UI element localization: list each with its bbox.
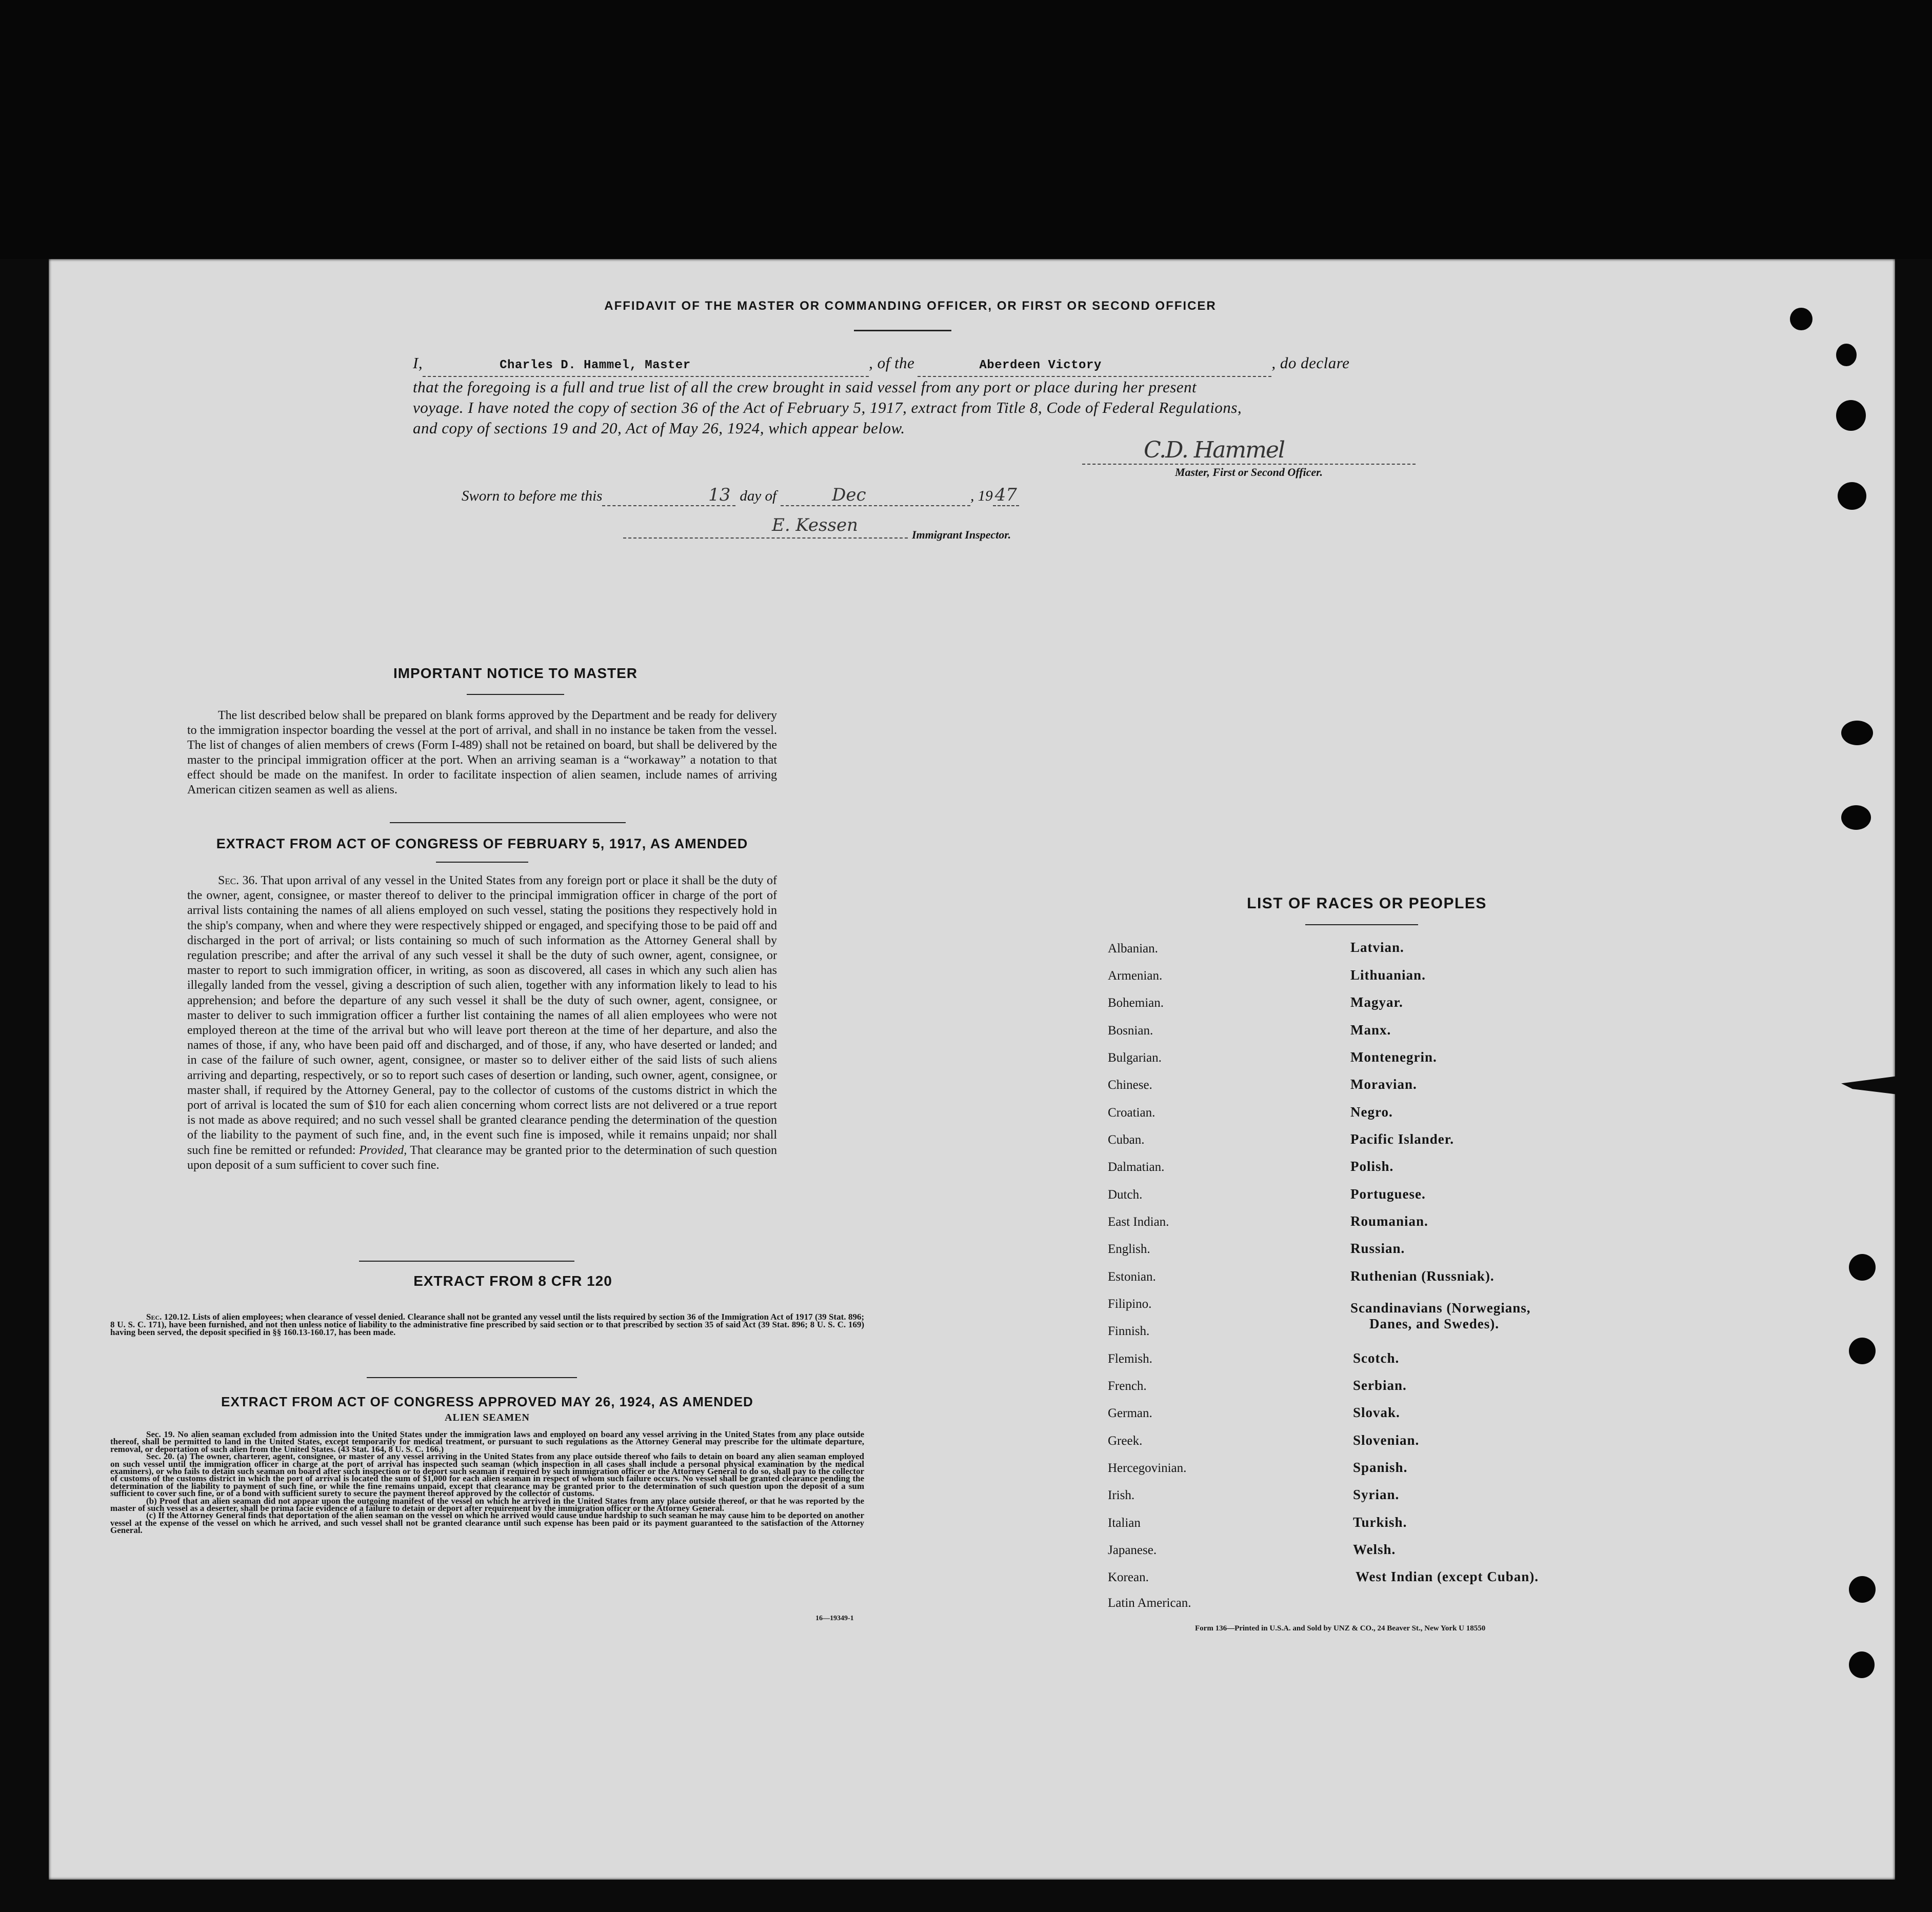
race-item-left: Bosnian.	[1108, 1024, 1153, 1038]
section-36-text	[187, 873, 777, 1173]
race-item-left: Filipino.	[1108, 1297, 1152, 1311]
race-item-right: Danes, and Swedes).	[1369, 1316, 1500, 1331]
inspector-line	[623, 517, 1011, 542]
affidavit-title: AFFIDAVIT OF THE MASTER OR COMMANDING OFFICER, OR FIRST OR SECOND OFFICER	[604, 299, 1217, 313]
extract-cfr-title: EXTRACT FROM 8 CFR 120	[413, 1273, 612, 1289]
signature-caption: Master, First or Second Officer.	[1174, 466, 1323, 479]
punch-hole	[1838, 482, 1866, 510]
section-20b-text: (b) Proof that an alien seaman did not appear upon the outgoing manifest of the vessel on which he arrived in the United States from any place outside thereof, or that he was reported by the master of such vessel as a deserter, shall be prima facie evidence of a failure to detain or deport after requirement by the immigration officer or the Attorney General.	[110, 1496, 864, 1513]
declaration-prefix: I,	[413, 354, 423, 372]
race-item-left: Bulgarian.	[1108, 1051, 1162, 1065]
section-20a-text: Sec. 20. (a) The owner, charterer, agent, consignee, or master of any vessel arriving in the United States from any place outside thereof who fails to detain on board any alien seaman employed on such vessel until the immigration officer in charge at the port of arrival has inspected such seaman (which inspection in all cases shall include a personal physical examination by the medical examiners), or who fails to detain such seaman on board after such inspection or to deport such seaman if required by such immigration officer or the Attorney General to do so, shall pay to the collector of customs of the customs district in which the port of arrival is located the sum of $1,000 for each alien seaman in respect of whom such failure occurs. No vessel shall be granted clearance pending the determination of the liability to payment of such fine, or while the fine remains unpaid, except that clearance may be granted prior to the determination of such question upon the deposit of a sum sufficient to cover such fine, or of a bond with sufficient surety to secure the payment thereof approved by the collector of customs.	[110, 1451, 864, 1499]
cfr-body: Lists of alien employees; when clearance of vessel denied. Clearance shall not be granted any vessel until the lists required by section 36 of the Immigration Act of 1917 (39 Stat. 896; 8 U. S. C. 171), have been furnished, and not then unless notice of liability to the administrative fine prescribed by said section or to that prescribed by section 35 of said Act (39 Stat. 896; 8 U. S. C. 169) having been served, the deposit specified in §§ 160.13-160.17, has been made.	[110, 1312, 865, 1337]
declaration-mid: , of the	[869, 354, 915, 372]
extract-1924-title: EXTRACT FROM ACT OF CONGRESS APPROVED MAY 26, 1924, AS AMENDED	[221, 1394, 753, 1409]
cfr-text	[110, 1313, 864, 1336]
master-signature-block	[1082, 437, 1416, 479]
race-item-left: Latin American.	[1108, 1596, 1191, 1610]
alien-seamen-text	[110, 1431, 864, 1535]
section-19-text: Sec. 19. No alien seaman excluded from admission into the United States under the immigration laws and employed on board any vessel arriving in the United States from any place outside thereof, shall be permitted to land in the United States, except temporarily for medical treatment, or pursuant to such regulations as the Attorney General may prescribe for the ultimate departure, removal, or deportation of such alien from the United States. (43 Stat. 164, 8 U. S. C. 166.)	[110, 1429, 864, 1454]
race-item-left: Estonian.	[1108, 1270, 1156, 1284]
section-36-body-end: That clearance may be granted prior to the determination of such question upon deposit of a sum sufficient to cover such fine.	[187, 1143, 778, 1172]
races-title: LIST OF RACES OR PEOPLES	[1247, 895, 1487, 912]
race-item-right: Welsh.	[1353, 1542, 1396, 1557]
punch-hole	[1836, 400, 1866, 431]
race-item-left: French.	[1108, 1379, 1147, 1393]
provided-word: Provided,	[359, 1143, 407, 1157]
race-item-right: Pacific Islander.	[1350, 1131, 1454, 1147]
section-rule	[367, 1377, 577, 1378]
race-item-left: Cuban.	[1108, 1133, 1145, 1147]
punch-hole	[1849, 1576, 1876, 1603]
race-item-left: Chinese.	[1108, 1078, 1152, 1092]
race-item-right: Slovenian.	[1353, 1432, 1420, 1448]
inspector-signature: E. Kessen	[772, 515, 858, 535]
race-item-left: Hercegovinian.	[1108, 1461, 1187, 1475]
punch-hole	[1790, 308, 1813, 330]
inspector-signature-line	[623, 517, 908, 539]
punch-hole	[1849, 1651, 1875, 1678]
race-item-right: Magyar.	[1350, 994, 1403, 1010]
section-rule	[359, 1261, 574, 1262]
race-item-left: Armenian.	[1108, 969, 1163, 983]
vessel-name-field: Aberdeen Victory	[918, 355, 1271, 377]
race-item-left: Finnish.	[1108, 1324, 1150, 1338]
race-item-right: Manx.	[1350, 1022, 1391, 1038]
race-item-right: Serbian.	[1353, 1378, 1407, 1393]
declaration-line-3: voyage. I have noted the copy of section 36 of the Act of February 5, 1917, extract from Title 8, Code of Federal Regulations,	[413, 399, 1242, 416]
race-item-left: German.	[1108, 1406, 1152, 1420]
race-item-right: Moravian.	[1350, 1077, 1417, 1092]
form-number: 16—19349-1	[815, 1615, 854, 1622]
race-item-left: Japanese.	[1108, 1543, 1157, 1557]
declaration-line-1	[413, 353, 1439, 377]
declaration-line-2: that the foregoing is a full and true list of all the crew brought in said vessel from any port or place during her present	[413, 378, 1197, 396]
declaration-text	[413, 353, 1439, 439]
race-item-left: Dalmatian.	[1108, 1160, 1165, 1174]
section-rule	[390, 822, 626, 823]
race-item-left: Croatian.	[1108, 1106, 1156, 1120]
punch-hole	[1849, 1254, 1876, 1281]
race-item-right: Scandinavians (Norwegians,	[1350, 1300, 1531, 1316]
declaration-suffix: , do declare	[1271, 354, 1350, 372]
race-item-left: Dutch.	[1108, 1188, 1143, 1202]
race-item-right: Syrian.	[1353, 1487, 1400, 1502]
sworn-day-field: 13	[602, 485, 735, 506]
race-item-right: Turkish.	[1353, 1515, 1407, 1530]
race-item-right: Montenegrin.	[1350, 1049, 1437, 1065]
race-item-left: Greek.	[1108, 1434, 1143, 1448]
section-36-body: That upon arrival of any vessel in the United States from any foreign port or place it shall be the duty of the owner, agent, consignee, or master thereof to deliver to the principal immigration officer in charge of the port of arrival lists containing the names of all aliens employed on such vessel, stating the positions they respectively hold in the ship's company, when and where they were respectively shipped or engaged, and specifying those to be paid off and discharged in the port of arrival; or lists containing so much of such information as the Attorney General shall by regulation prescribe; and after the arrival of any such vessel it shall be the duty of such owner, agent, consignee, or master to report to such immigration officer, in writing, as soon as discovered, all cases in which any such alien has illegally landed from the vessel, giving a description of such alien, together with any information likely to lead to his apprehension; and before the departure of any such vessel it shall be the duty of such owner, agent, consignee, or master to deliver to such immigration officer a further list containing the names of all alien employees who were not employed thereon at the time of the arrival but who will leave port thereon at the time of her departure, and also the names of those, if any, who have been paid off and discharged, and of those, if any, who have deserted or landed; and in case of the failure of such owner, agent, consignee, or master so to deliver either of the said lists of such aliens arriving and departing, respectively, or so to report such cases of desertion or landing, such owner, agent, consignee, or master shall, if required by the Attorney General, pay to the collector of customs of the customs district in which the port of arrival is located the sum of $10 for each alien concerning whom correct lists are not delivered or a true report is not made as above required; and no such vessel shall be granted clearance pending the determination of the question of the liability to the payment of such fine, and, in the event such fine is imposed, while it remains unpaid; nor shall such fine be remitted or refunded:	[187, 874, 777, 1157]
race-item-right: Polish.	[1350, 1159, 1394, 1174]
sworn-prefix: Sworn to before me this	[462, 488, 603, 504]
master-signature-line	[1082, 437, 1416, 465]
notice-body: The list described below shall be prepared on blank forms approved by the Department and be ready for delivery to the immigration inspector boarding the vessel at the port of arrival, and shall in no instance be taken from the vessel. The list of changes of alien members of crews (Form I-489) shall not be retained on board, but shall be delivered by the master to the principal immigration officer at the port. When an arriving seaman is a “workaway” a notation to that effect should be made on the manifest. In order to facilitate inspection of alien seamen, include names of arriving American citizen seamen as well as aliens.	[187, 709, 777, 796]
race-item-right: Russian.	[1350, 1241, 1405, 1256]
punch-hole	[1849, 1338, 1876, 1364]
cfr-section-label: Sec. 120.12.	[146, 1312, 190, 1322]
scan-background	[0, 0, 1932, 259]
race-item-right: Spanish.	[1353, 1460, 1408, 1475]
race-item-right: Roumanian.	[1350, 1213, 1428, 1229]
race-item-right: Latvian.	[1350, 940, 1404, 955]
race-item-left: Irish.	[1108, 1488, 1135, 1502]
inspector-label: Immigrant Inspector.	[912, 528, 1011, 541]
section-rule	[436, 862, 528, 863]
race-item-right: Negro.	[1350, 1104, 1393, 1120]
title-rule	[854, 330, 951, 331]
alien-seamen-subtitle: ALIEN SEAMEN	[445, 1412, 530, 1423]
punch-hole	[1836, 344, 1857, 366]
form-footer: Form 136—Printed in U.S.A. and Sold by UNZ & CO., 24 Beaver St., New York U 18550	[1195, 1624, 1486, 1632]
race-item-right: West Indian (except Cuban).	[1356, 1569, 1539, 1584]
notice-title: IMPORTANT NOTICE TO MASTER	[393, 665, 638, 681]
race-item-right: Ruthenian (Russniak).	[1350, 1268, 1495, 1284]
extract-1917-title: EXTRACT FROM ACT OF CONGRESS OF FEBRUARY 5, 1917, AS AMENDED	[216, 836, 748, 851]
race-item-left: English.	[1108, 1242, 1150, 1256]
sworn-year-field: 47	[993, 485, 1019, 506]
race-item-left: Italian	[1108, 1516, 1141, 1530]
race-item-right: Slovak.	[1353, 1405, 1400, 1420]
section-20c-text: (c) If the Attorney General finds that deportation of the alien seaman on the vessel on which he arrived would cause undue hardship to such seaman he may cause him to be deported on another vessel at the expense of the vessel on which he arrived, and such vessel shall not be granted clearance until such expense has been paid or its payment guaranteed to the satisfaction of the Attorney General.	[110, 1510, 864, 1536]
punch-hole	[1841, 721, 1873, 745]
master-signature: C.D. Hammel	[1144, 437, 1284, 463]
sworn-line	[462, 485, 1019, 506]
race-item-left: East Indian.	[1108, 1215, 1169, 1229]
sworn-day-label: day of	[740, 488, 777, 504]
race-item-right: Scotch.	[1353, 1350, 1400, 1366]
race-item-left: Korean.	[1108, 1570, 1149, 1584]
race-item-right: Lithuanian.	[1350, 967, 1426, 983]
race-item-left: Bohemian.	[1108, 996, 1164, 1010]
section-rule	[467, 694, 564, 695]
sworn-month-field: Dec	[781, 485, 970, 506]
race-item-right: Portuguese.	[1350, 1186, 1426, 1202]
race-item-left: Flemish.	[1108, 1352, 1152, 1366]
race-item-left: Albanian.	[1108, 942, 1158, 955]
master-name-field: Charles D. Hammel, Master	[423, 355, 869, 377]
section-rule	[1305, 924, 1418, 925]
sworn-year-prefix: , 19	[970, 488, 993, 504]
declaration-line-4: and copy of sections 19 and 20, Act of May 26, 1924, which appear below.	[413, 419, 905, 437]
punch-hole	[1841, 805, 1871, 830]
section-36-label: Sec. 36.	[218, 874, 258, 887]
